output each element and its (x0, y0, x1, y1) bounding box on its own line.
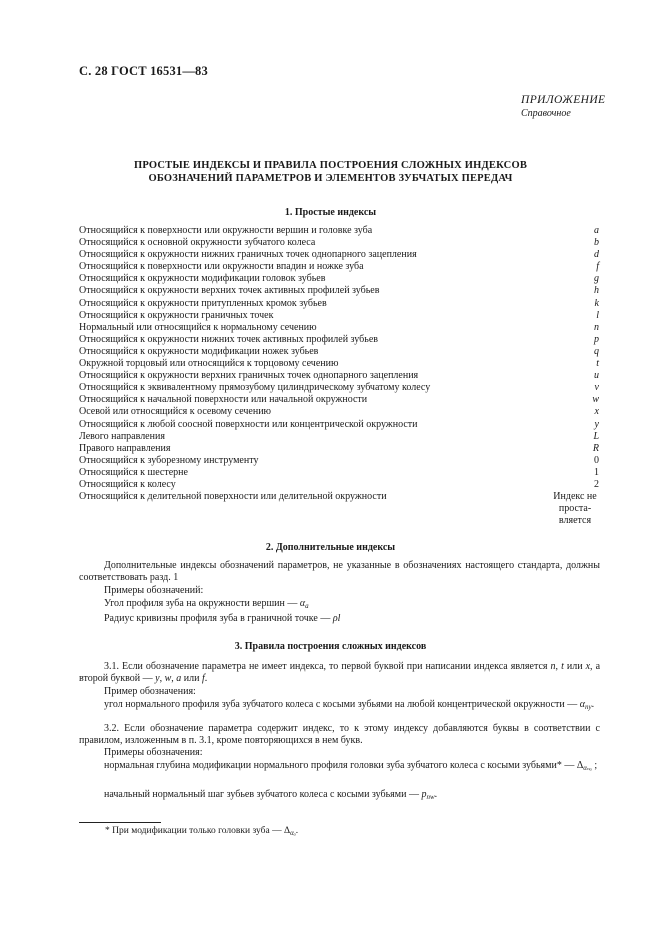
index-description: Относящийся к начальной поверхности или начальной окружности (79, 394, 368, 406)
index-description: Относящийся к делительной поверхности или делительной окружности (79, 491, 387, 503)
index-symbol: p (594, 333, 599, 345)
index-description: Относящийся к колесу (79, 478, 176, 490)
section-2-examples-label: Примеры обозначений: (104, 585, 204, 596)
index-symbol: a (594, 225, 599, 236)
section-3-rule-2: 3.2. Если обозначение параметра содержит индекс, то к этому индексу добавляются буквы в соответствии с правилом, изложенным в п. 3.1, кроме повторяющихся в нем букв. (79, 723, 600, 747)
simple-index-list (79, 225, 599, 527)
section-2-example-1: Угол профиля зуба на окружности вершин — $\alpha_a$ (104, 598, 309, 610)
title-line-1: ПРОСТЫЕ ИНДЕКСЫ И ПРАВИЛА ПОСТРОЕНИЯ СЛОЖНЫХ ИНДЕКСОВ (133, 160, 528, 171)
index-note-line-2: проста- вляется (558, 503, 592, 527)
index-symbol: n (594, 321, 599, 333)
index-description: Левого направления (79, 430, 165, 442)
section-2-title: 2. Дополнительные индексы (265, 542, 396, 553)
index-description: Окружной торцовый или относящийся к торцовому сечению (79, 358, 339, 370)
simple-index-row (79, 285, 599, 297)
simple-index-row (79, 358, 599, 370)
simple-index-row (79, 237, 599, 249)
simple-index-row (79, 346, 599, 358)
section-2-example-2: Радиус кривизны профиля зуба в граничной точке — ρl (104, 613, 341, 624)
index-description: Относящийся к любой соосной поверхности или концентрической окружности (79, 418, 418, 430)
simple-index-row (79, 382, 599, 394)
index-symbol: h (594, 285, 599, 297)
index-description: Относящийся к окружности нижних точек активных профилей зубьев (79, 333, 378, 345)
index-description: Относящийся к основной окружности зубчатого колеса (79, 237, 316, 249)
index-symbol: t (596, 358, 599, 370)
index-description: Относящийся к окружности модификации ножек зубьев (79, 345, 319, 357)
index-description: Нормальный или относящийся к нормальному сечению (79, 321, 317, 333)
index-symbol: 0 (594, 454, 599, 466)
simple-index-row (79, 370, 599, 382)
index-description: Правого направления (79, 442, 171, 454)
index-symbol: q (594, 345, 599, 357)
appendix-type: Справочное (521, 108, 571, 119)
index-symbol: y (594, 418, 599, 430)
appendix-label-block (521, 94, 605, 119)
section-3-examples-label: Примеры обозначения: (104, 747, 203, 758)
index-description: Относящийся к окружности притупленных кромок зубьев (79, 297, 327, 309)
index-symbol: w (592, 394, 599, 406)
index-description: Относящийся к окружности модификации головок зубьев (79, 273, 326, 285)
index-symbol: R (592, 442, 599, 454)
simple-index-row (79, 225, 599, 237)
index-symbol: u (594, 370, 599, 382)
footnote-divider (79, 822, 161, 823)
section-3-rule-1: 3.1. Если обозначение параметра не имеет индекса, то первой буквой при написании индекса является n, t или x, а второй буквой — y, w, a или f. (79, 661, 601, 685)
simple-index-row (79, 406, 599, 418)
simple-index-row (79, 455, 599, 467)
simple-index-row (79, 261, 599, 273)
document-title (60, 159, 601, 185)
simple-index-row (79, 298, 599, 310)
simple-index-row (79, 443, 599, 455)
index-description: Относящийся к окружности нижних граничных точек однопарного зацепления (79, 249, 417, 261)
simple-index-row (79, 431, 599, 443)
simple-index-row (79, 419, 599, 431)
index-description: Относящийся к зуборезному инструменту (79, 454, 259, 466)
section-3-example-3: начальный нормальный шаг зубьев зубчатого колеса с косыми зубьями — $p_{nw}$. (104, 789, 438, 801)
section-3-title: 3. Правила построения сложных индексов (234, 641, 427, 652)
simple-index-row (79, 334, 599, 346)
index-description: Относящийся к шестерне (79, 466, 188, 478)
index-symbol: d (594, 249, 599, 261)
section-3-example-label: Пример обозначения: (104, 686, 196, 697)
simple-index-row (79, 479, 599, 491)
section-2-paragraph: Дополнительные индексы обозначений параметров, не указанные в обозначениях настоящего стандарта, должны соответствовать разд. 1 (79, 560, 600, 584)
title-line-2: ОБОЗНАЧЕНИЙ ПАРАМЕТРОВ И ЭЛЕМЕНТОВ ЗУБЧАТЫХ ПЕРЕДАЧ (148, 173, 513, 184)
index-symbol: b (594, 237, 599, 249)
index-symbol: L (593, 430, 599, 442)
simple-index-row (79, 467, 599, 479)
index-description: Относящийся к окружности граничных точек (79, 309, 274, 321)
index-description: Относящийся к поверхности или окружности впадин и ножке зуба (79, 261, 364, 273)
section-3-example-2: нормальная глубина модификации нормального профиля головки зуба зубчатого колеса с косыми зубьями* — $\Delta_{\alpha_{na}}$ ; (104, 760, 598, 772)
section-1-title: 1. Простые индексы (284, 207, 377, 218)
index-description: Осевой или относящийся к осевому сечению (79, 406, 272, 418)
index-symbol: x (594, 406, 599, 418)
index-note: Индекс не проста- вляется (553, 491, 597, 527)
page-header: С. 28 ГОСТ 16531—83 (79, 64, 208, 78)
index-symbol: l (596, 309, 599, 321)
section-3-example-1: угол нормального профиля зуба зубчатого колеса с косыми зубьями на любой концентрической окружности — $\alpha_{ny}$. (104, 699, 595, 711)
simple-index-row (79, 322, 599, 334)
simple-index-row (79, 273, 599, 285)
index-description: Относящийся к эквивалентному прямозубому цилиндрическому зубчатому колесу (79, 382, 431, 394)
footnote: * При модификации только головки зуба — $\Delta_{\alpha_a}$. (105, 826, 299, 837)
index-symbol: 1 (594, 466, 599, 478)
simple-index-row-last (79, 491, 599, 527)
index-symbol: k (594, 297, 599, 309)
simple-index-row (79, 310, 599, 322)
index-description: Относящийся к окружности верхних точек активных профилей зубьев (79, 285, 380, 297)
index-symbol: 2 (594, 478, 599, 490)
index-symbol: f (596, 261, 599, 273)
index-description: Относящийся к поверхности или окружности вершин и головке зуба (79, 225, 373, 236)
index-symbol: v (594, 382, 599, 394)
index-symbol: g (594, 273, 599, 285)
index-description: Относящийся к окружности верхних граничных точек однопарного зацепления (79, 370, 419, 382)
appendix-label: ПРИЛОЖЕНИЕ (521, 94, 606, 106)
simple-index-row (79, 394, 599, 406)
simple-index-row (79, 249, 599, 261)
